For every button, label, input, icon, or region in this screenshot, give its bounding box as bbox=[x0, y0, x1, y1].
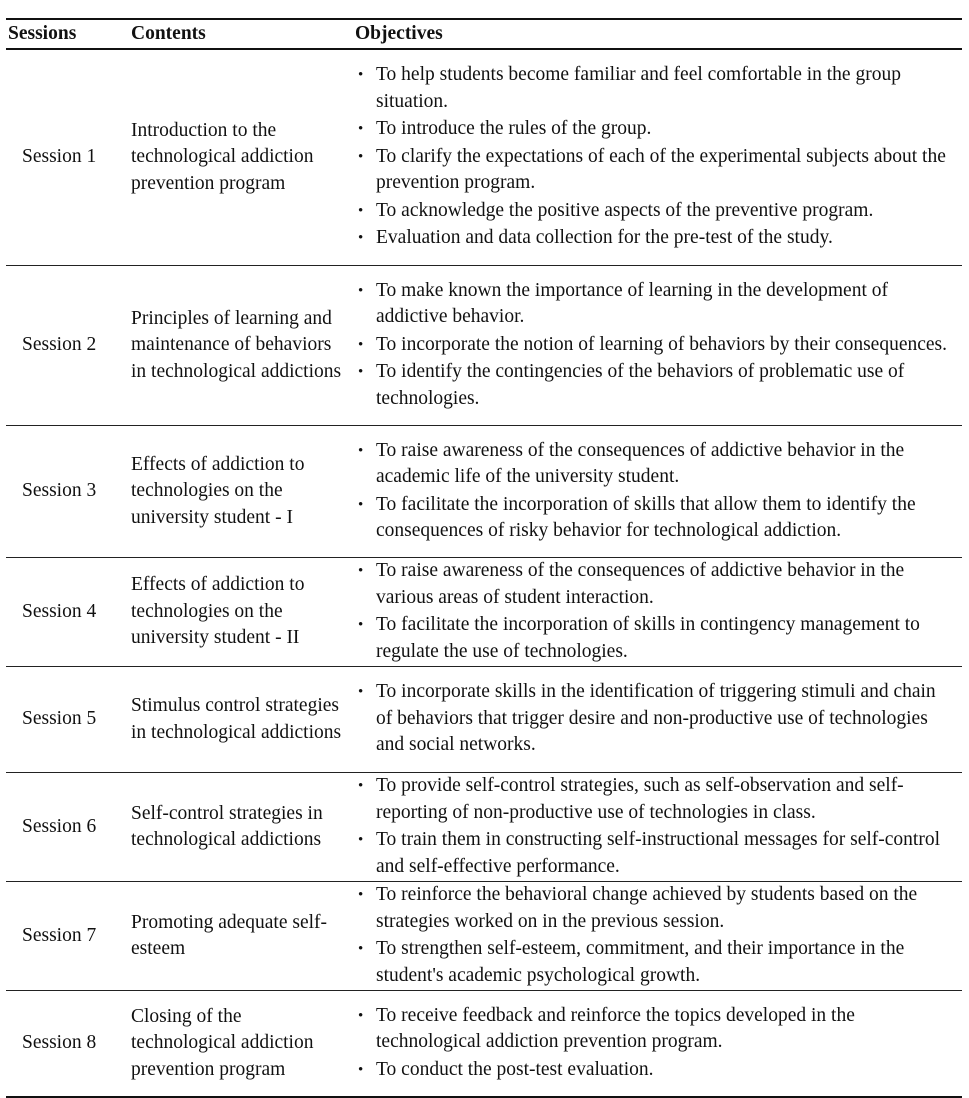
bullet-icon: • bbox=[358, 230, 364, 246]
table-body bbox=[6, 49, 962, 1097]
objectives-list bbox=[357, 278, 956, 413]
objective-item bbox=[357, 225, 956, 252]
contents-cell bbox=[128, 558, 351, 667]
contents-cell bbox=[128, 49, 351, 266]
objective-item bbox=[357, 882, 956, 935]
bullet-icon: • bbox=[358, 887, 364, 903]
objective-text: To identify the contingencies of the behaviors of problematic use of technologies. bbox=[376, 361, 905, 409]
objective-text: To acknowledge the positive aspects of the preventive program. bbox=[376, 199, 874, 221]
objective-item bbox=[357, 612, 956, 665]
objective-item bbox=[357, 332, 956, 359]
objective-item bbox=[357, 1003, 956, 1056]
table-row bbox=[6, 266, 962, 426]
objectives-cell bbox=[351, 773, 962, 882]
objective-text: To raise awareness of the consequences of addictive behavior in the various areas of student interaction. bbox=[376, 560, 905, 608]
objectives-cell bbox=[351, 266, 962, 426]
objective-text: To provide self-control strategies, such as self-observation and self-reporting of non-productive use of technologies in class. bbox=[376, 775, 904, 823]
objective-item bbox=[357, 116, 956, 143]
objective-item bbox=[357, 773, 956, 826]
sessions-table bbox=[6, 18, 962, 1098]
bullet-icon: • bbox=[358, 67, 364, 83]
objective-item bbox=[357, 1057, 956, 1084]
objective-item bbox=[357, 278, 956, 331]
bullet-icon: • bbox=[358, 617, 364, 633]
contents-cell bbox=[128, 667, 351, 773]
table-row bbox=[6, 49, 962, 266]
bullet-icon: • bbox=[358, 684, 364, 701]
contents-text: Self-control strategies in technological addictions bbox=[131, 802, 323, 850]
bullet-icon: • bbox=[358, 778, 364, 794]
session-cell: Session 8 bbox=[6, 991, 128, 1097]
objective-item bbox=[357, 359, 956, 412]
bullet-icon: • bbox=[358, 563, 364, 579]
objectives-list bbox=[357, 62, 956, 252]
objective-item bbox=[357, 558, 956, 611]
header-row bbox=[6, 19, 962, 49]
session-cell: Session 4 bbox=[6, 558, 128, 667]
bullet-icon: • bbox=[358, 832, 364, 848]
objectives-cell bbox=[351, 426, 962, 558]
objective-text: To incorporate skills in the identification of triggering stimuli and chain of behaviors that trigger desire and non-productive use of technologies and social networks. bbox=[376, 681, 936, 756]
bullet-icon: • bbox=[358, 364, 364, 381]
table-row bbox=[6, 426, 962, 558]
header-objectives: Objectives bbox=[351, 19, 962, 49]
contents-cell bbox=[128, 266, 351, 426]
contents-text: Effects of addiction to technologies on the university student - I bbox=[131, 453, 305, 528]
bullet-icon: • bbox=[358, 1061, 364, 1078]
objective-text: To incorporate the notion of learning of behaviors by their consequences. bbox=[376, 333, 947, 355]
table-row bbox=[6, 882, 962, 991]
bullet-icon: • bbox=[358, 336, 364, 353]
session-cell: Session 2 bbox=[6, 266, 128, 426]
contents-text: Introduction to the technological addiction prevention program bbox=[131, 119, 314, 194]
table-row bbox=[6, 667, 962, 773]
objectives-cell bbox=[351, 49, 962, 266]
session-cell: Session 1 bbox=[6, 49, 128, 266]
session-cell: Session 7 bbox=[6, 882, 128, 991]
objective-text: To train them in constructing self-instructional messages for self-control and self-effective performance. bbox=[376, 829, 940, 877]
objectives-list bbox=[357, 773, 956, 880]
session-cell: Session 5 bbox=[6, 667, 128, 773]
header-contents: Contents bbox=[128, 19, 351, 49]
objective-text: To reinforce the behavioral change achieved by students based on the strategies worked on in the previous session. bbox=[376, 884, 918, 932]
bullet-icon: • bbox=[358, 282, 364, 299]
bullet-icon: • bbox=[358, 941, 364, 957]
objective-item bbox=[357, 144, 956, 197]
bullet-icon: • bbox=[358, 1007, 364, 1024]
bullet-icon: • bbox=[358, 121, 364, 137]
contents-text: Effects of addiction to technologies on the university student - II bbox=[131, 574, 305, 649]
objective-item bbox=[357, 936, 956, 989]
objective-item bbox=[357, 827, 956, 880]
bullet-icon: • bbox=[358, 202, 364, 219]
objectives-list bbox=[357, 558, 956, 665]
objective-text: To facilitate the incorporation of skills in contingency management to regulate the use of technologies. bbox=[376, 614, 920, 662]
table-row bbox=[6, 991, 962, 1097]
objective-text: To conduct the post-test evaluation. bbox=[376, 1058, 654, 1080]
objective-item bbox=[357, 679, 956, 759]
objectives-cell bbox=[351, 667, 962, 773]
objective-item bbox=[357, 62, 956, 115]
objectives-cell bbox=[351, 882, 962, 991]
objective-item bbox=[357, 438, 956, 491]
table-row bbox=[6, 773, 962, 882]
objective-text: To clarify the expectations of each of the experimental subjects about the prevention program. bbox=[376, 145, 946, 193]
objective-text: To introduce the rules of the group. bbox=[376, 118, 652, 139]
objective-item bbox=[357, 492, 956, 545]
contents-text: Promoting adequate self-esteem bbox=[131, 911, 328, 959]
table-header bbox=[6, 19, 962, 49]
header-sessions: Sessions bbox=[6, 19, 128, 49]
session-cell: Session 3 bbox=[6, 426, 128, 558]
objective-text: To facilitate the incorporation of skills that allow them to identify the consequences of risky behavior for technological addiction. bbox=[376, 493, 916, 541]
contents-text: Closing of the technological addiction prevention program bbox=[131, 1005, 314, 1080]
objective-item bbox=[357, 198, 956, 225]
table-row bbox=[6, 558, 962, 667]
objectives-list bbox=[357, 1003, 956, 1084]
bullet-icon: • bbox=[358, 442, 364, 459]
contents-cell bbox=[128, 426, 351, 558]
session-cell: Session 6 bbox=[6, 773, 128, 882]
objective-text: To receive feedback and reinforce the topics developed in the technological addiction prevention program. bbox=[376, 1004, 855, 1052]
objectives-list bbox=[357, 882, 956, 989]
bullet-icon: • bbox=[358, 496, 364, 513]
contents-text: Principles of learning and maintenance of behaviors in technological addictions bbox=[131, 307, 342, 382]
objective-text: To strengthen self-esteem, commitment, and their importance in the student's academic psychological growth. bbox=[376, 938, 905, 986]
objective-text: To help students become familiar and feel comfortable in the group situation. bbox=[376, 64, 901, 112]
contents-cell bbox=[128, 882, 351, 991]
bullet-icon: • bbox=[358, 148, 364, 165]
contents-cell bbox=[128, 991, 351, 1097]
contents-text: Stimulus control strategies in technological addictions bbox=[131, 695, 342, 743]
objectives-cell bbox=[351, 558, 962, 667]
objective-text: To raise awareness of the consequences of addictive behavior in the academic life of the university student. bbox=[376, 439, 905, 487]
objectives-list bbox=[357, 438, 956, 545]
objective-text: To make known the importance of learning in the development of addictive behavior. bbox=[376, 279, 888, 328]
contents-cell bbox=[128, 773, 351, 882]
objectives-list bbox=[357, 679, 956, 759]
objective-text: Evaluation and data collection for the pre-test of the study. bbox=[376, 227, 833, 248]
objectives-cell bbox=[351, 991, 962, 1097]
